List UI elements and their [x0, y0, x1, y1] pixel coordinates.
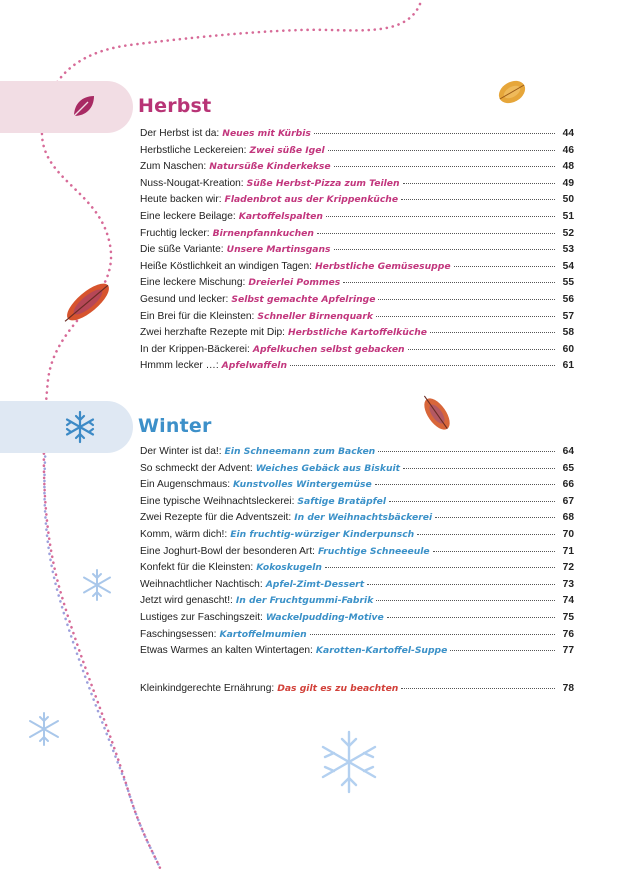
snowflake-icon — [84, 570, 110, 600]
toc-entry-recipe-title: Apfel-Zimt-Dessert — [265, 578, 365, 590]
leaf-icon — [68, 92, 98, 122]
dot-leader — [389, 501, 555, 502]
dot-leader — [401, 688, 555, 689]
toc-entry[interactable] — [140, 178, 574, 195]
toc-entry-label: Ein Augenschmaus: — [140, 479, 231, 491]
toc-entry[interactable] — [140, 629, 574, 646]
snowflake-icon — [323, 732, 375, 792]
toc-entry[interactable] — [140, 479, 574, 496]
toc-entry[interactable] — [140, 463, 574, 480]
toc-entry-page-number: 68 — [562, 512, 574, 524]
toc-entry-recipe-title: Weiches Gebäck aus Biskuit — [255, 462, 401, 474]
toc-entry-recipe-title: Apfelkuchen selbst gebacken — [252, 343, 405, 355]
toc-entry[interactable] — [140, 311, 574, 328]
toc-entry-recipe-title: Fladenbrot aus der Krippenküche — [224, 194, 399, 206]
toc-herbst — [140, 128, 574, 377]
leaf-icon — [417, 391, 455, 434]
snowflake-icon — [62, 409, 98, 445]
dot-leader — [376, 316, 555, 317]
toc-entry-label: Eine leckere Beilage: — [140, 210, 236, 222]
toc-entry[interactable] — [140, 645, 574, 662]
dot-leader — [376, 600, 555, 601]
toc-entry-recipe-title: Ein Schneemann zum Backen — [224, 446, 376, 457]
toc-entry-recipe-title: Kokoskugeln — [256, 562, 322, 574]
toc-entry-page-number: 57 — [562, 310, 574, 322]
toc-entry[interactable] — [140, 446, 574, 463]
toc-entry-page-number: 78 — [562, 683, 574, 694]
toc-entry-recipe-title: Das gilt es zu beachten — [277, 683, 399, 694]
toc-entry-label: Die süße Variante: — [140, 244, 224, 256]
toc-entry-recipe-title: Süße Herbst-Pizza zum Teilen — [246, 177, 400, 189]
toc-entry[interactable] — [140, 579, 574, 596]
toc-entry-page-number: 56 — [562, 293, 574, 305]
toc-entry-label: Eine Joghurt-Bowl der besonderen Art: — [140, 545, 315, 557]
dot-leader — [433, 551, 555, 552]
toc-entry-page-number: 70 — [562, 528, 574, 540]
toc-entry-label: Gesund und lecker: — [140, 293, 229, 305]
toc-entry[interactable] — [140, 612, 574, 629]
toc-entry-label: Lustiges zur Faschingszeit: — [140, 611, 263, 623]
toc-entry-recipe-title: In der Weihnachtsbäckerei — [294, 512, 433, 524]
toc-entry-label: Eine leckere Mischung: — [140, 277, 246, 289]
toc-entry-recipe-title: Unsere Martinsgans — [226, 244, 331, 256]
dot-leader — [401, 199, 555, 200]
snowflake-icon — [30, 713, 58, 745]
toc-entry-label: Jetzt wird genascht!: — [140, 595, 233, 607]
toc-entry-page-number: 66 — [562, 479, 574, 491]
dot-leader — [403, 183, 555, 184]
leaf-icon — [59, 278, 115, 329]
toc-entry-page-number: 74 — [562, 595, 574, 607]
toc-entry-recipe-title: Ein fruchtig-würziger Kinderpunsch — [230, 528, 415, 540]
toc-entry[interactable] — [140, 496, 574, 513]
toc-entry-page-number: 48 — [562, 161, 574, 173]
leaf-icon — [495, 76, 529, 107]
toc-entry[interactable] — [140, 128, 574, 145]
winter-tab — [0, 401, 133, 453]
toc-entry-label: Ein Brei für die Kleinsten: — [140, 310, 255, 322]
dot-leader — [430, 332, 555, 333]
toc-entry-page-number: 77 — [562, 645, 574, 657]
dot-leader — [387, 617, 555, 618]
toc-entry-label: Zum Naschen: — [140, 161, 207, 173]
toc-entry-page-number: 71 — [562, 545, 574, 557]
dot-leader — [310, 634, 555, 635]
toc-entry-recipe-title: Apfelwaffeln — [221, 360, 287, 372]
dot-leader — [326, 216, 555, 217]
toc-entry-label: Hmmm lecker …: — [140, 360, 219, 372]
toc-entry-label: Zwei herzhafte Rezepte mit Dip: — [140, 327, 285, 339]
dot-leader — [375, 484, 555, 485]
toc-entry-page-number: 76 — [562, 628, 574, 640]
toc-extra — [140, 683, 574, 700]
dot-leader — [454, 266, 555, 267]
toc-winter — [140, 446, 574, 662]
dot-leader — [435, 517, 555, 518]
dot-leader — [334, 166, 555, 167]
toc-entry[interactable] — [140, 161, 574, 178]
toc-entry-page-number: 55 — [562, 277, 574, 289]
toc-entry-recipe-title: Dreierlei Pommes — [248, 277, 341, 289]
toc-entry-label: Der Herbst ist da: — [140, 128, 220, 139]
toc-entry-page-number: 72 — [562, 562, 574, 574]
toc-entry[interactable] — [140, 512, 574, 529]
toc-entry-recipe-title: Fruchtige Schneeeule — [318, 545, 430, 557]
toc-entry-page-number: 54 — [562, 260, 574, 272]
toc-entry[interactable] — [140, 228, 574, 245]
toc-entry-recipe-title: Natursüße Kinderkekse — [209, 161, 331, 173]
toc-entry[interactable] — [140, 211, 574, 228]
toc-entry[interactable] — [140, 294, 574, 311]
toc-entry-page-number: 75 — [562, 611, 574, 623]
dot-leader — [290, 365, 555, 366]
toc-entry-page-number: 51 — [562, 210, 574, 222]
toc-entry-page-number: 44 — [562, 128, 574, 139]
toc-entry[interactable] — [140, 277, 574, 294]
toc-entry-recipe-title: Neues mit Kürbis — [222, 128, 311, 139]
toc-entry[interactable] — [140, 562, 574, 579]
toc-entry-page-number: 50 — [562, 194, 574, 206]
dot-leader — [403, 468, 555, 469]
dot-leader — [408, 349, 555, 350]
toc-entry-label: Herbstliche Leckereien: — [140, 144, 247, 156]
dot-leader — [334, 249, 556, 250]
toc-entry-recipe-title: Kunstvolles Wintergemüse — [233, 479, 372, 491]
dot-leader — [325, 567, 555, 568]
toc-entry-page-number: 67 — [562, 495, 574, 507]
toc-entry-recipe-title: Saftige Bratäpfel — [297, 495, 387, 507]
toc-entry[interactable] — [140, 261, 574, 278]
dot-leader — [317, 233, 555, 234]
toc-entry[interactable] — [140, 546, 574, 563]
toc-entry-label: Zwei Rezepte für die Adventszeit: — [140, 512, 292, 524]
toc-entry-label: Fruchtig lecker: — [140, 227, 210, 239]
toc-entry[interactable] — [140, 344, 574, 361]
section-title-winter: Winter — [138, 415, 212, 437]
dot-leader — [378, 299, 555, 300]
toc-entry-label: Faschingsessen: — [140, 628, 217, 640]
toc-entry-page-number: 60 — [562, 343, 574, 355]
toc-entry-page-number: 58 — [562, 327, 574, 339]
toc-entry-recipe-title: Kartoffelspalten — [238, 210, 323, 222]
toc-entry-page-number: 73 — [562, 578, 574, 590]
toc-entry-label: Der Winter ist da!: — [140, 446, 222, 457]
toc-entry-label: Komm, wärm dich!: — [140, 528, 228, 540]
toc-entry-recipe-title: Selbst gemachte Apfelringe — [231, 293, 376, 305]
toc-entry-label: Heiße Köstlichkeit an windigen Tagen: — [140, 260, 312, 272]
toc-entry-page-number: 49 — [562, 177, 574, 189]
herbst-tab — [0, 81, 133, 133]
toc-entry-label: In der Krippen-Bäckerei: — [140, 343, 250, 355]
toc-entry-recipe-title: Karotten-Kartoffel-Suppe — [315, 645, 448, 657]
toc-entry-label: Heute backen wir: — [140, 194, 222, 206]
toc-entry-recipe-title: Herbstliche Gemüsesuppe — [314, 260, 451, 272]
toc-entry-label: Weihnachtlicher Nachtisch: — [140, 578, 263, 590]
toc-entry-recipe-title: Birnenpfannkuchen — [212, 227, 314, 239]
toc-entry-recipe-title: Zwei süße Igel — [249, 144, 325, 156]
toc-entry-recipe-title: Schneller Birnenquark — [257, 310, 373, 322]
toc-entry-page-number: 46 — [562, 144, 574, 156]
toc-entry-page-number: 52 — [562, 227, 574, 239]
toc-entry-label: Kleinkindgerechte Ernährung: — [140, 683, 275, 694]
dot-leader — [328, 150, 555, 151]
toc-entry[interactable] — [140, 194, 574, 211]
toc-entry[interactable] — [140, 683, 574, 700]
toc-entry-label: So schmeckt der Advent: — [140, 462, 253, 474]
dot-leader — [343, 282, 555, 283]
toc-entry[interactable] — [140, 529, 574, 546]
toc-entry[interactable] — [140, 145, 574, 162]
toc-entry-page-number: 65 — [562, 462, 574, 474]
dot-leader — [367, 584, 555, 585]
toc-entry-recipe-title: Kartoffelmumien — [219, 628, 307, 640]
toc-entry[interactable] — [140, 244, 574, 261]
toc-entry[interactable] — [140, 360, 574, 377]
dot-leader — [417, 534, 555, 535]
toc-entry[interactable] — [140, 595, 574, 612]
toc-entry-label: Konfekt für die Kleinsten: — [140, 562, 254, 574]
toc-entry[interactable] — [140, 327, 574, 344]
toc-entry-label: Eine typische Weihnachtsleckerei: — [140, 495, 295, 507]
toc-entry-label: Nuss-Nougat-Kreation: — [140, 177, 244, 189]
toc-entry-recipe-title: Wackelpudding-Motive — [265, 611, 384, 623]
toc-entry-recipe-title: In der Fruchtgummi-Fabrik — [235, 595, 374, 607]
section-title-herbst: Herbst — [138, 95, 212, 117]
dot-leader — [378, 451, 555, 452]
toc-entry-page-number: 64 — [562, 446, 574, 457]
dot-leader — [450, 650, 555, 651]
toc-entry-page-number: 53 — [562, 244, 574, 256]
toc-entry-label: Etwas Warmes an kalten Wintertagen: — [140, 645, 313, 657]
toc-entry-page-number: 61 — [562, 360, 574, 372]
toc-entry-recipe-title: Herbstliche Kartoffelküche — [287, 327, 428, 339]
dot-leader — [314, 133, 555, 134]
